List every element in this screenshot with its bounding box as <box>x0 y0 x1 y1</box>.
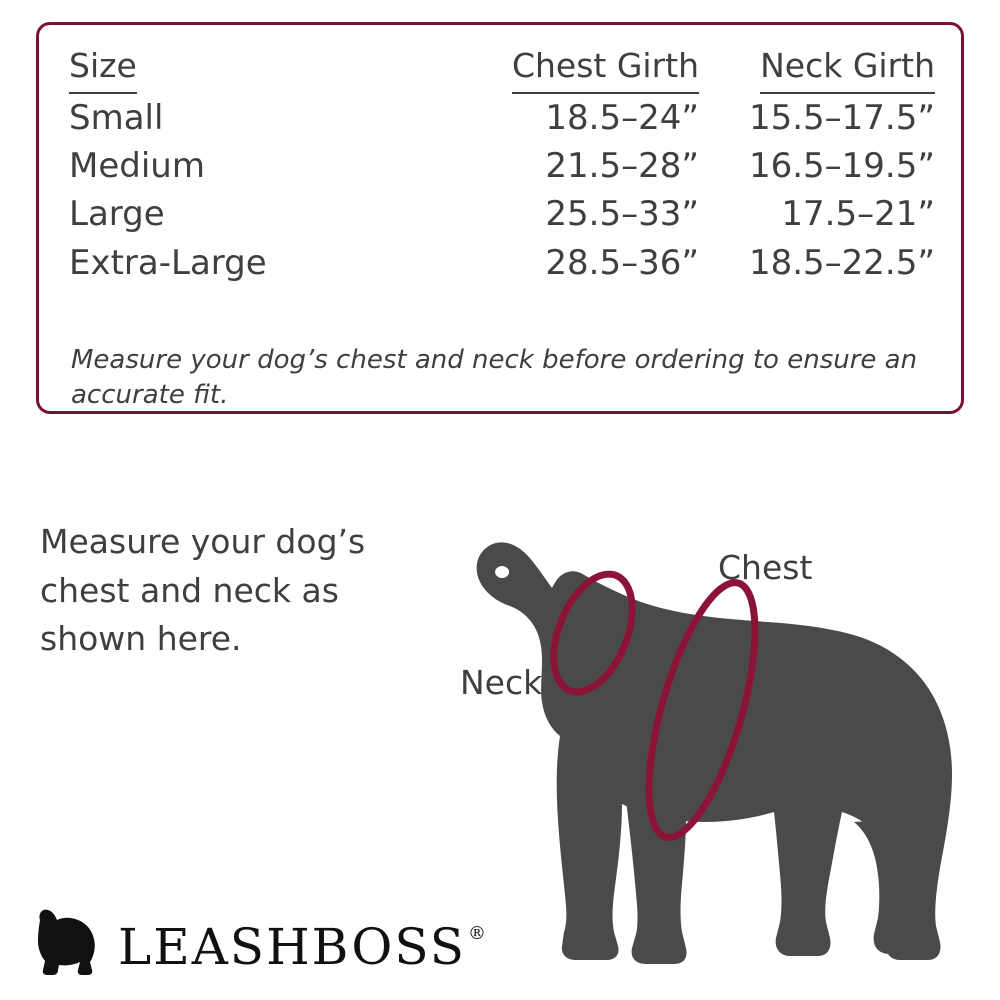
table-row <box>69 142 935 190</box>
instruction-text: Measure your dog’s chest and neck as shown here. <box>40 522 366 658</box>
table-header-row <box>69 43 935 94</box>
cell-size: Medium <box>69 146 205 187</box>
neck-label: Neck <box>460 663 543 702</box>
table-body <box>69 94 935 287</box>
column-header-neck-girth: Neck Girth <box>699 43 935 94</box>
cell-chest: 25.5–33” <box>545 194 699 235</box>
cell-neck: 15.5–17.5” <box>748 97 935 138</box>
dog-logo-icon <box>30 904 104 978</box>
table-row <box>69 190 935 238</box>
cell-neck: 16.5–19.5” <box>748 146 935 187</box>
cell-chest: 28.5–36” <box>545 242 699 283</box>
cell-neck: 17.5–21” <box>781 194 935 235</box>
table-row <box>69 94 935 142</box>
column-header-size: Size <box>69 43 409 94</box>
cell-size: Large <box>69 194 165 235</box>
cell-neck: 18.5–22.5” <box>748 242 935 283</box>
table-row <box>69 239 935 287</box>
column-header-chest-girth: Chest Girth <box>409 43 699 94</box>
size-chart-card <box>36 22 964 414</box>
brand-wordmark: LEASHBOSS <box>118 918 466 976</box>
cell-size: Small <box>69 97 164 138</box>
size-chart-table <box>69 43 935 287</box>
table-header <box>69 43 935 94</box>
chest-label: Chest <box>718 548 813 587</box>
cell-chest: 21.5–28” <box>545 146 699 187</box>
cell-size: Extra-Large <box>69 242 267 283</box>
dog-silhouette-icon <box>430 470 990 980</box>
registered-trademark-icon: ® <box>467 923 486 944</box>
measurement-note: Measure your dog’s chest and neck before ordering to ensure an accurate fit. <box>71 345 918 411</box>
brand-logo <box>30 898 484 978</box>
cell-chest: 18.5–24” <box>545 97 699 138</box>
dog-measurement-diagram <box>430 470 990 980</box>
